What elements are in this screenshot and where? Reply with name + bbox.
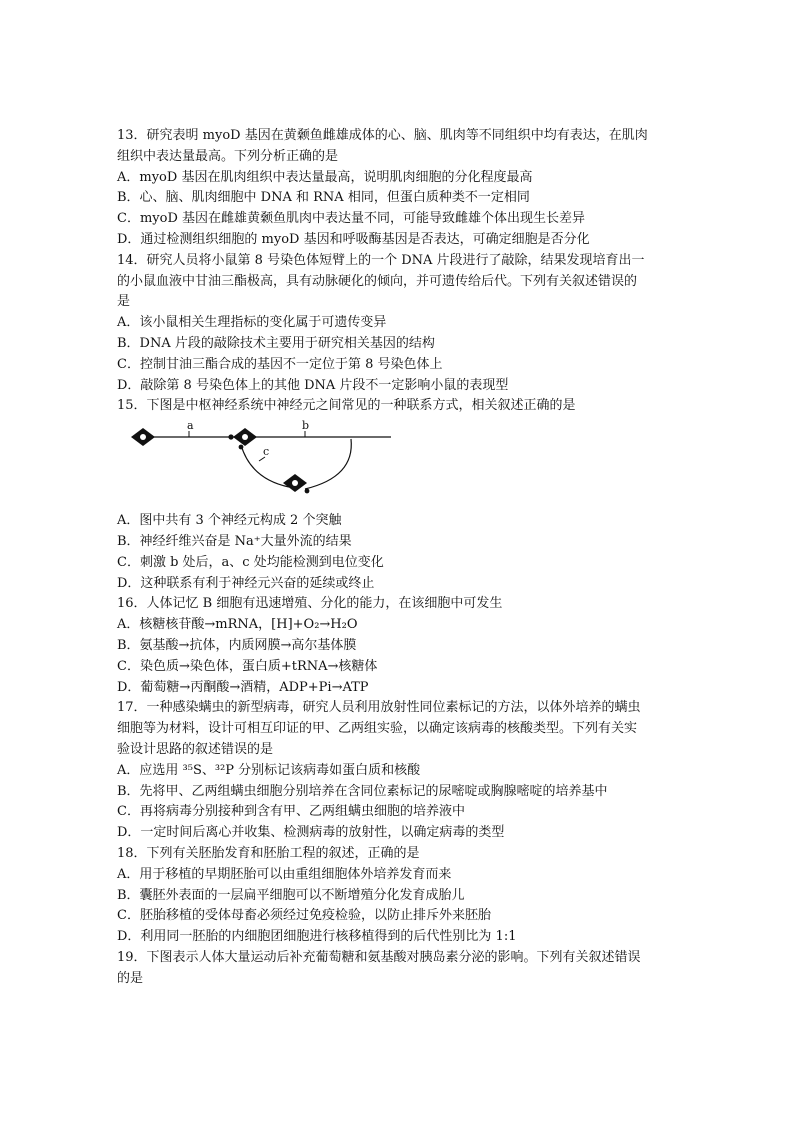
answer-option: B．先将甲、乙两组螨虫细胞分别培养在含同位素标记的尿嘧啶或胸腺嘧啶的培养基中: [117, 783, 608, 799]
question-stem: 细胞等为材料，设计可相互印证的甲、乙两组实验，以确定该病毒的核酸类型。下列有关实: [117, 721, 638, 737]
answer-option: A．用于移植的早期胚胎可以由重组细胞体外培养发育而来: [117, 866, 452, 882]
answer-option: C．控制甘油三酯合成的基因不一定位于第 8 号染色体上: [117, 356, 443, 372]
answer-option: B．神经纤维兴奋是 Na⁺大量外流的结果: [117, 533, 352, 549]
question-stem: 的是: [117, 970, 144, 986]
diagram-label-b: b: [302, 419, 310, 433]
neuron-nucleus-1: [140, 434, 146, 440]
question-19: [117, 948, 677, 990]
synapse-terminal-3: [239, 445, 244, 450]
synapse-terminal-2: [305, 489, 310, 494]
question-16: [117, 594, 677, 698]
answer-option: A．应选用 ³⁵S、³²P 分别标记该病毒如蛋白质和核酸: [117, 762, 421, 778]
answer-option: D．通过检测组织细胞的 myoD 基因和呼吸酶基因是否表达，可确定细胞是否分化: [117, 231, 590, 247]
answer-option: C．刺激 b 处后，a、c 处均能检测到电位变化: [117, 554, 384, 570]
answer-option: A．myoD 基因在肌肉组织中表达量最高，说明肌肉细胞的分化程度最高: [117, 169, 533, 185]
diagram-label-a: a: [187, 419, 194, 433]
answer-option: B．氨基酸→抗体，内质网膜→高尔基体膜: [117, 637, 357, 653]
answer-option: C．胚胎移植的受体母畜必须经过免疫检验，以防止排斥外来胚胎: [117, 908, 491, 924]
answer-option: A．图中共有 3 个神经元构成 2 个突触: [117, 513, 342, 529]
question-13: [117, 126, 677, 251]
neuron-nucleus-2: [242, 434, 248, 440]
answer-option: D．利用同一胚胎的内细胞团细胞进行核移植得到的后代性别比为 1:1: [117, 929, 517, 945]
diagram-label-c: c: [263, 445, 270, 459]
answer-option: D．一定时间后离心并收集、检测病毒的放射性，以确定病毒的类型: [117, 825, 505, 841]
question-18: [117, 844, 677, 948]
question-14: [117, 251, 677, 397]
answer-option: B．心、脑、肌肉细胞中 DNA 和 RNA 相同，但蛋白质种类不一定相同: [117, 190, 530, 206]
answer-option: C．染色质→染色体，蛋白质+tRNA→核糖体: [117, 658, 378, 674]
answer-option: A．核糖核苷酸→mRNA，[H]+O₂→H₂O: [117, 617, 358, 633]
axon-return: [305, 439, 351, 489]
answer-option: A．该小鼠相关生理指标的变化属于可遗传变异: [117, 315, 387, 331]
synapse-terminal-1: [228, 435, 233, 440]
question-stem: 18．下列有关胚胎发育和胚胎工程的叙述，正确的是: [117, 845, 420, 861]
question-stem: 验设计思路的叙述错误的是: [117, 741, 274, 757]
answer-option: C．myoD 基因在雌雄黄颡鱼肌肉中表达量不同，可能导致雌雄个体出现生长差异: [117, 211, 586, 227]
answer-option: D．葡萄糖→丙酮酸→酒精，ADP+Pi→ATP: [117, 679, 369, 695]
question-15: [117, 396, 677, 594]
question-stem: 19．下图表示人体大量运动后补充葡萄糖和氨基酸对胰岛素分泌的影响。下列有关叙述错误: [117, 949, 641, 965]
neuron-nucleus-3: [292, 480, 298, 486]
question-stem: 17．一种感染螨虫的新型病毒，研究人员利用放射性同位素标记的方法，以体外培养的螨虫: [117, 700, 641, 716]
answer-option: D．这种联系有利于神经元兴奋的延续或终止: [117, 575, 375, 591]
question-stem: 14．研究人员将小鼠第 8 号染色体短臂上的一个 DNA 片段进行了敲除，结果发现培育出一: [117, 252, 645, 268]
answer-option: D．敲除第 8 号染色体上的其他 DNA 片段不一定影响小鼠的表现型: [117, 377, 509, 393]
question-stem: 13．研究表明 myoD 基因在黄颡鱼雌雄成体的心、脑、肌肉等不同组织中均有表达，在肌肉: [117, 128, 648, 143]
answer-option: C．再将病毒分别接种到含有甲、乙两组螨虫细胞的培养液中: [117, 804, 465, 820]
question-17: [117, 698, 677, 844]
neuron-diagram-svg: [129, 417, 399, 511]
answer-option: B．囊胚外表面的一层扁平细胞可以不断增殖分化发育成胎儿: [117, 887, 465, 903]
neuron-connection-diagram: [117, 417, 677, 511]
question-stem: 组织中表达量最高。下列分析正确的是: [117, 148, 339, 164]
question-stem: 的小鼠血液中甘油三酯极高，具有动脉硬化的倾向，并可遗传给后代。下列有关叙述错误的: [117, 273, 638, 289]
question-list: [117, 126, 677, 989]
question-stem: 15．下图是中枢神经系统中神经元之间常见的一种联系方式，相关叙述正确的是: [117, 398, 576, 414]
answer-option: B．DNA 片段的敲除技术主要用于研究相关基因的结构: [117, 335, 435, 351]
question-stem: 是: [117, 294, 131, 310]
question-stem: 16．人体记忆 B 细胞有迅速增殖、分化的能力，在该细胞中可发生: [117, 596, 503, 612]
